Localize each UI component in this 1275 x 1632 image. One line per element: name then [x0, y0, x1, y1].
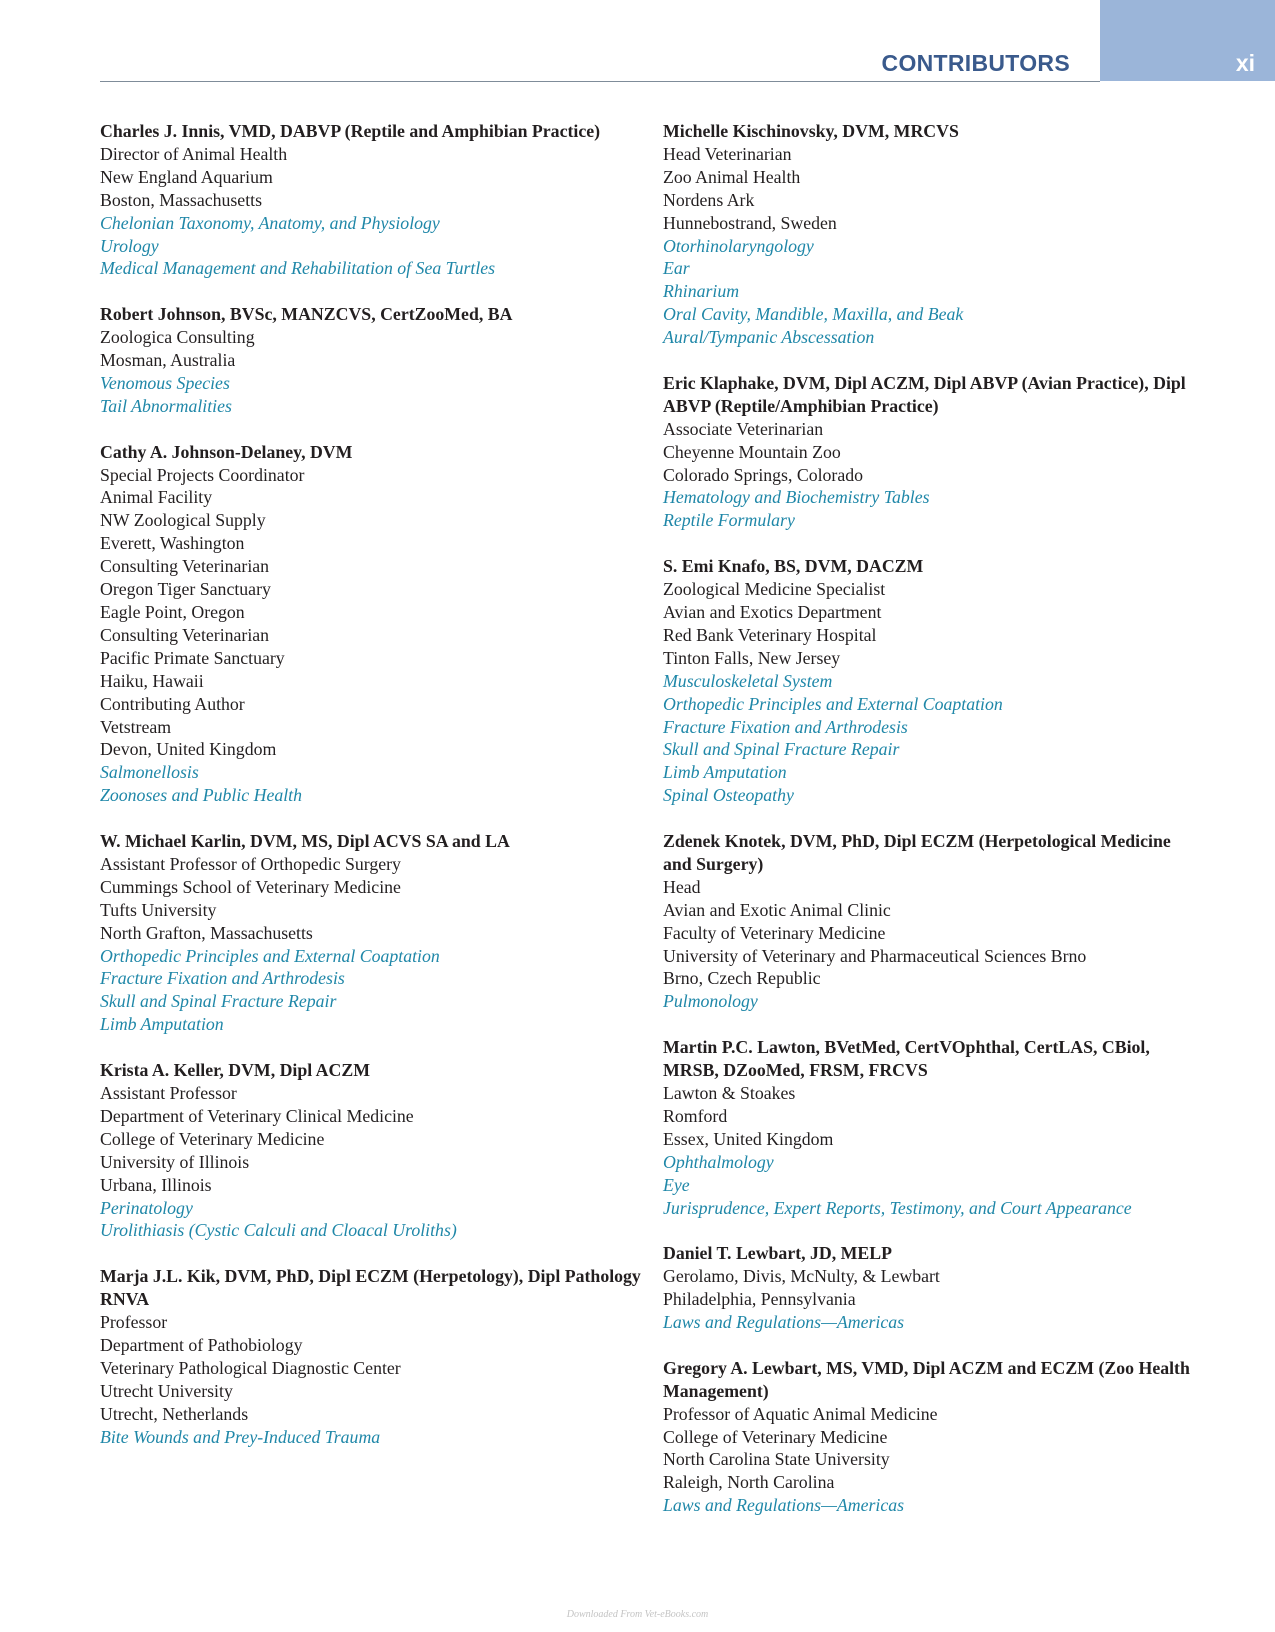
- chapter-title: Chelonian Taxonomy, Anatomy, and Physiology: [100, 212, 440, 233]
- affiliation-line: Avian and Exotic Animal Clinic: [663, 899, 891, 920]
- chapter-title: Medical Management and Rehabilitation of Sea Turtles: [100, 258, 496, 279]
- chapter-title: Urology: [100, 235, 159, 256]
- affiliation-line: Utrecht, Netherlands: [100, 1403, 249, 1424]
- affiliation-line: Head: [663, 876, 701, 897]
- affiliation-line: Tufts University: [100, 899, 217, 920]
- contributor-name: Krista A. Keller, DVM, Dipl ACZM: [100, 1060, 370, 1081]
- chapter-title: Fracture Fixation and Arthrodesis: [100, 968, 345, 989]
- affiliation-line: Cummings School of Veterinary Medicine: [100, 876, 401, 897]
- chapter-title: Laws and Regulations—Americas: [663, 1495, 905, 1516]
- affiliation-line: Romford: [663, 1105, 728, 1126]
- chapter-title: Laws and Regulations—Americas: [663, 1312, 905, 1333]
- affiliation-line: Haiku, Hawaii: [100, 670, 204, 691]
- chapter-title: Urolithiasis (Cystic Calculi and Cloacal Uroliths): [100, 1220, 457, 1241]
- affiliation-line: Assistant Professor of Orthopedic Surgery: [100, 853, 401, 874]
- contributors-column-left: [100, 120, 660, 1471]
- chapter-title: Limb Amputation: [100, 1014, 224, 1035]
- running-header-title: CONTRIBUTORS: [881, 50, 1070, 76]
- affiliation-line: Philadelphia, Pennsylvania: [663, 1289, 856, 1310]
- affiliation-line: Oregon Tiger Sanctuary: [100, 579, 271, 600]
- contributor-entry: [100, 303, 660, 418]
- contributor-entry: [663, 120, 1203, 349]
- affiliation-line: North Carolina State University: [663, 1449, 890, 1470]
- affiliation-line: New England Aquarium: [100, 166, 273, 187]
- contributor-entry: [663, 1357, 1203, 1517]
- chapter-title: Oral Cavity, Mandible, Maxilla, and Beak: [663, 304, 964, 325]
- affiliation-line: Assistant Professor: [100, 1083, 237, 1103]
- contributor-entry: [100, 441, 660, 808]
- chapter-title: Hematology and Biochemistry Tables: [663, 487, 930, 508]
- contributor-name: Eric Klaphake, DVM, Dipl ACZM, Dipl ABVP (Avian Practice), Dipl ABVP (Reptile/Amphibian Practice): [663, 372, 1186, 416]
- affiliation-line: Department of Pathobiology: [100, 1334, 303, 1355]
- affiliation-line: Veterinary Pathological Diagnostic Center: [100, 1357, 401, 1378]
- contributor-name: S. Emi Knafo, BS, DVM, DACZM: [663, 556, 924, 577]
- affiliation-line: Everett, Washington: [100, 533, 245, 554]
- chapter-title: Ear: [663, 258, 690, 279]
- affiliation-line: Animal Facility: [100, 487, 213, 508]
- contributor-name: Gregory A. Lewbart, MS, VMD, Dipl ACZM and ECZM (Zoo Health Management): [663, 1357, 1190, 1401]
- chapter-title: Fracture Fixation and Arthrodesis: [663, 716, 908, 737]
- affiliation-line: Professor: [100, 1312, 168, 1333]
- affiliation-line: Zoo Animal Health: [663, 166, 801, 187]
- affiliation-line: Contributing Author: [100, 693, 245, 714]
- chapter-title: Skull and Spinal Fracture Repair: [100, 991, 337, 1012]
- contributor-name: Michelle Kischinovsky, DVM, MRCVS: [663, 121, 959, 141]
- affiliation-line: Consulting Veterinarian: [100, 556, 270, 577]
- contributor-name: Marja J.L. Kik, DVM, PhD, Dipl ECZM (Herpetology), Dipl Pathology RNVA: [100, 1266, 641, 1310]
- page-number: xi: [1235, 50, 1255, 76]
- affiliation-line: Director of Animal Health: [100, 143, 288, 164]
- affiliation-line: Professor of Aquatic Animal Medicine: [663, 1403, 938, 1424]
- affiliation-line: Colorado Springs, Colorado: [663, 464, 864, 485]
- download-watermark: Downloaded From Vet-eBooks.com: [566, 1609, 709, 1620]
- chapter-title: Limb Amputation: [663, 762, 787, 783]
- contributor-name: Robert Johnson, BVSc, MANZCVS, CertZooMed, BA: [100, 304, 513, 325]
- affiliation-line: University of Illinois: [100, 1151, 250, 1172]
- affiliation-line: Lawton & Stoakes: [663, 1083, 796, 1103]
- affiliation-line: Head Veterinarian: [663, 143, 792, 164]
- affiliation-line: Zoological Medicine Specialist: [663, 579, 886, 600]
- contributor-entry: [663, 555, 1203, 807]
- affiliation-line: College of Veterinary Medicine: [100, 1128, 325, 1149]
- chapter-title: Venomous Species: [100, 372, 230, 393]
- contributor-entry: [100, 120, 660, 280]
- affiliation-line: College of Veterinary Medicine: [663, 1426, 888, 1447]
- affiliation-line: Department of Veterinary Clinical Medicine: [100, 1105, 414, 1126]
- affiliation-line: NW Zoological Supply: [100, 510, 266, 531]
- chapter-title: Eye: [663, 1174, 690, 1195]
- affiliation-line: Consulting Veterinarian: [100, 624, 270, 645]
- contributor-entry: [100, 1059, 660, 1242]
- affiliation-line: Mosman, Australia: [100, 350, 236, 371]
- affiliation-line: Pacific Primate Sanctuary: [100, 647, 285, 668]
- affiliation-line: Faculty of Veterinary Medicine: [663, 922, 886, 943]
- contributor-entry: [663, 1036, 1203, 1219]
- chapter-title: Otorhinolaryngology: [663, 235, 814, 256]
- chapter-title: Musculoskeletal System: [663, 670, 833, 691]
- contributor-entry: [100, 830, 660, 1036]
- contributor-entry: [663, 372, 1203, 532]
- chapter-title: Perinatology: [100, 1197, 193, 1218]
- contributor-name: Martin P.C. Lawton, BVetMed, CertVOphthal, CertLAS, CBiol, MRSB, DZooMed, FRSM, FRCVS: [663, 1037, 1150, 1081]
- chapter-title: Rhinarium: [663, 281, 740, 302]
- chapter-title: Ophthalmology: [663, 1151, 774, 1172]
- contributor-name: Daniel T. Lewbart, JD, MELP: [663, 1243, 893, 1264]
- chapter-title: Bite Wounds and Prey-Induced Trauma: [100, 1426, 381, 1447]
- contributors-column-right: [663, 120, 1203, 1540]
- chapter-title: Tail Abnormalities: [100, 395, 232, 416]
- contributor-name: Cathy A. Johnson-Delaney, DVM: [100, 441, 353, 462]
- chapter-title: Spinal Osteopathy: [663, 785, 794, 806]
- affiliation-line: Raleigh, North Carolina: [663, 1472, 835, 1493]
- affiliation-line: Devon, United Kingdom: [100, 739, 277, 760]
- chapter-title: Skull and Spinal Fracture Repair: [663, 739, 900, 760]
- affiliation-line: Zoologica Consulting: [100, 327, 255, 348]
- chapter-title: Orthopedic Principles and External Coaptation: [663, 693, 1003, 714]
- affiliation-line: Gerolamo, Divis, McNulty, & Lewbart: [663, 1266, 940, 1287]
- chapter-title: Orthopedic Principles and External Coaptation: [100, 945, 440, 966]
- chapter-title: Aural/Tympanic Abscessation: [663, 327, 875, 348]
- affiliation-line: Avian and Exotics Department: [663, 602, 882, 622]
- affiliation-line: Essex, United Kingdom: [663, 1128, 834, 1149]
- chapter-title: Pulmonology: [663, 991, 758, 1012]
- affiliation-line: North Grafton, Massachusetts: [100, 922, 313, 943]
- contributor-name: Charles J. Innis, VMD, DABVP (Reptile and Amphibian Practice): [100, 121, 601, 141]
- affiliation-line: Associate Veterinarian: [663, 418, 824, 439]
- chapter-title: Jurisprudence, Expert Reports, Testimony, and Court Appearance: [663, 1197, 1132, 1218]
- affiliation-line: Boston, Massachusetts: [100, 189, 263, 210]
- affiliation-line: Special Projects Coordinator: [100, 464, 305, 485]
- contributor-entry: [663, 1242, 1203, 1334]
- contributor-entry: [663, 830, 1203, 1013]
- contributor-entry: [100, 1265, 660, 1448]
- affiliation-line: Red Bank Veterinary Hospital: [663, 624, 877, 645]
- affiliation-line: Urbana, Illinois: [100, 1174, 212, 1195]
- affiliation-line: Tinton Falls, New Jersey: [663, 647, 841, 668]
- affiliation-line: Nordens Ark: [663, 189, 755, 210]
- affiliation-line: University of Veterinary and Pharmaceutical Sciences Brno: [663, 945, 1087, 966]
- contributor-name: W. Michael Karlin, DVM, MS, Dipl ACVS SA and LA: [100, 831, 510, 852]
- affiliation-line: Hunnebostrand, Sweden: [663, 212, 837, 233]
- contributor-name: Zdenek Knotek, DVM, PhD, Dipl ECZM (Herpetological Medicine and Surgery): [663, 831, 1171, 874]
- affiliation-line: Brno, Czech Republic: [663, 968, 821, 989]
- chapter-title: Reptile Formulary: [663, 510, 795, 531]
- affiliation-line: Vetstream: [100, 716, 172, 737]
- affiliation-line: Utrecht University: [100, 1380, 233, 1401]
- affiliation-line: Cheyenne Mountain Zoo: [663, 441, 841, 462]
- affiliation-line: Eagle Point, Oregon: [100, 602, 245, 622]
- header-rule: [100, 81, 1100, 82]
- chapter-title: Salmonellosis: [100, 762, 199, 783]
- chapter-title: Zoonoses and Public Health: [100, 785, 303, 806]
